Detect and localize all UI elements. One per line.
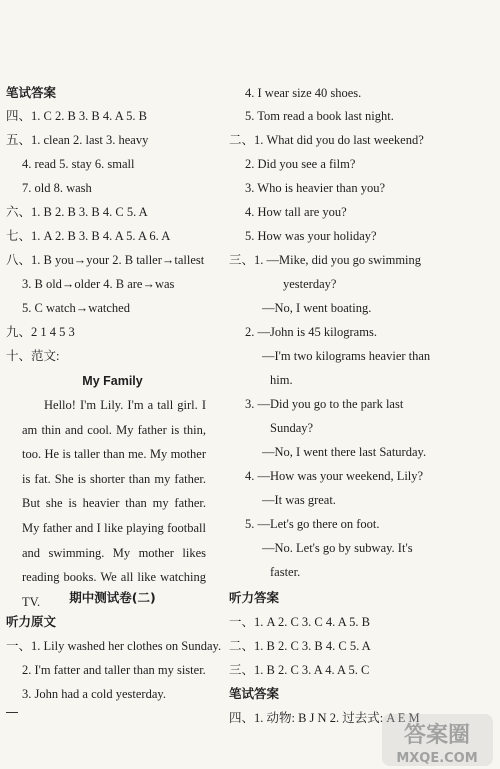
answer-line: 四、1. C 2. B 3. B 4. A 5. B	[6, 109, 147, 123]
listening-line: 4. How tall are you?	[245, 205, 347, 219]
dialogue-line: 2. —John is 45 kilograms.	[245, 325, 377, 339]
answer-line: 四、1. 动物: B J N 2. 过去式: A E M	[229, 711, 420, 725]
listening-line: 一、1. Lily washed her clothes on Sunday.	[6, 639, 222, 653]
listening-line: 二、1. What did you do last weekend?	[229, 133, 424, 147]
essay-paragraph	[22, 393, 206, 614]
watermark-text: 答案圈	[403, 723, 471, 748]
listening-line: 4. I wear size 40 shoes.	[245, 86, 362, 100]
answer-line: 7. old 8. wash	[22, 181, 92, 195]
site-watermark	[380, 712, 495, 768]
dialogue-line: 4. —How was your weekend, Lily?	[245, 469, 424, 483]
answer-line: 三、1. B 2. C 3. A 4. A 5. C	[229, 663, 370, 677]
listening-line: 5. How was your holiday?	[245, 229, 377, 243]
dialogue-line: him.	[270, 373, 293, 387]
essay-text: Hello! I'm Lily. I'm a tall girl. I am thin and cool. My father is thin, too. He is taller than me. My mother is fat. She is shorter than my father. But she is heavier than my father. My father and I like playing football and swimming. My mother likes reading books. We all like watching TV.	[22, 398, 206, 609]
dialogue-line: 三、1. —Mike, did you go swimming	[229, 253, 422, 267]
test-title: 期中测试卷(二)	[69, 590, 156, 605]
listening-line: 3. Who is heavier than you?	[245, 181, 386, 195]
listening-line: 5. Tom read a book last night.	[245, 109, 394, 123]
listening-script-header: 听力原文	[6, 614, 57, 629]
listening-answers-header: 听力答案	[229, 590, 280, 605]
written-answers-header: 笔试答案	[229, 686, 280, 701]
answer-line: 十、范文:	[6, 349, 60, 363]
dialogue-line: 3. —Did you go to the park last	[245, 397, 404, 411]
dialogue-line: —It was great.	[262, 493, 336, 507]
answer-line: 5. C watch→watched	[22, 301, 130, 315]
written-answers-header: 笔试答案	[6, 85, 57, 100]
dialogue-line: —No, I went boating.	[262, 301, 372, 315]
dialogue-line: 5. —Let's go there on foot.	[245, 517, 380, 531]
listening-line: 2. Did you see a film?	[245, 157, 356, 171]
answer-line: 九、2 1 4 5 3	[6, 325, 75, 339]
dialogue-line: —No, I went there last Saturday.	[262, 445, 427, 459]
divider	[6, 712, 18, 713]
dialogue-line: —I'm two kilograms heavier than	[262, 349, 431, 363]
answer-line: 4. read 5. stay 6. small	[22, 157, 135, 171]
listening-line: 2. I'm fatter and taller than my sister.	[22, 663, 206, 677]
answer-line: 五、1. clean 2. last 3. heavy	[6, 133, 149, 147]
answer-line: 七、1. A 2. B 3. B 4. A 5. A 6. A	[6, 229, 171, 243]
essay-title: My Family	[82, 374, 143, 388]
answer-line: 3. B old→older 4. B are→was	[22, 277, 175, 291]
answer-line: 二、1. B 2. C 3. B 4. C 5. A	[229, 639, 371, 653]
answer-line: 一、1. A 2. C 3. C 4. A 5. B	[229, 615, 370, 629]
dialogue-line: faster.	[270, 565, 301, 579]
watermark-url: MXQE.COM	[396, 751, 478, 766]
answer-line: 六、1. B 2. B 3. B 4. C 5. A	[6, 205, 148, 219]
dialogue-line: yesterday?	[283, 277, 337, 291]
answer-line: 八、1. B you→your 2. B taller→tallest	[6, 253, 205, 267]
dialogue-line: —No. Let's go by subway. It's	[262, 541, 413, 555]
listening-line: 3. John had a cold yesterday.	[22, 687, 166, 701]
dialogue-line: Sunday?	[270, 421, 314, 435]
